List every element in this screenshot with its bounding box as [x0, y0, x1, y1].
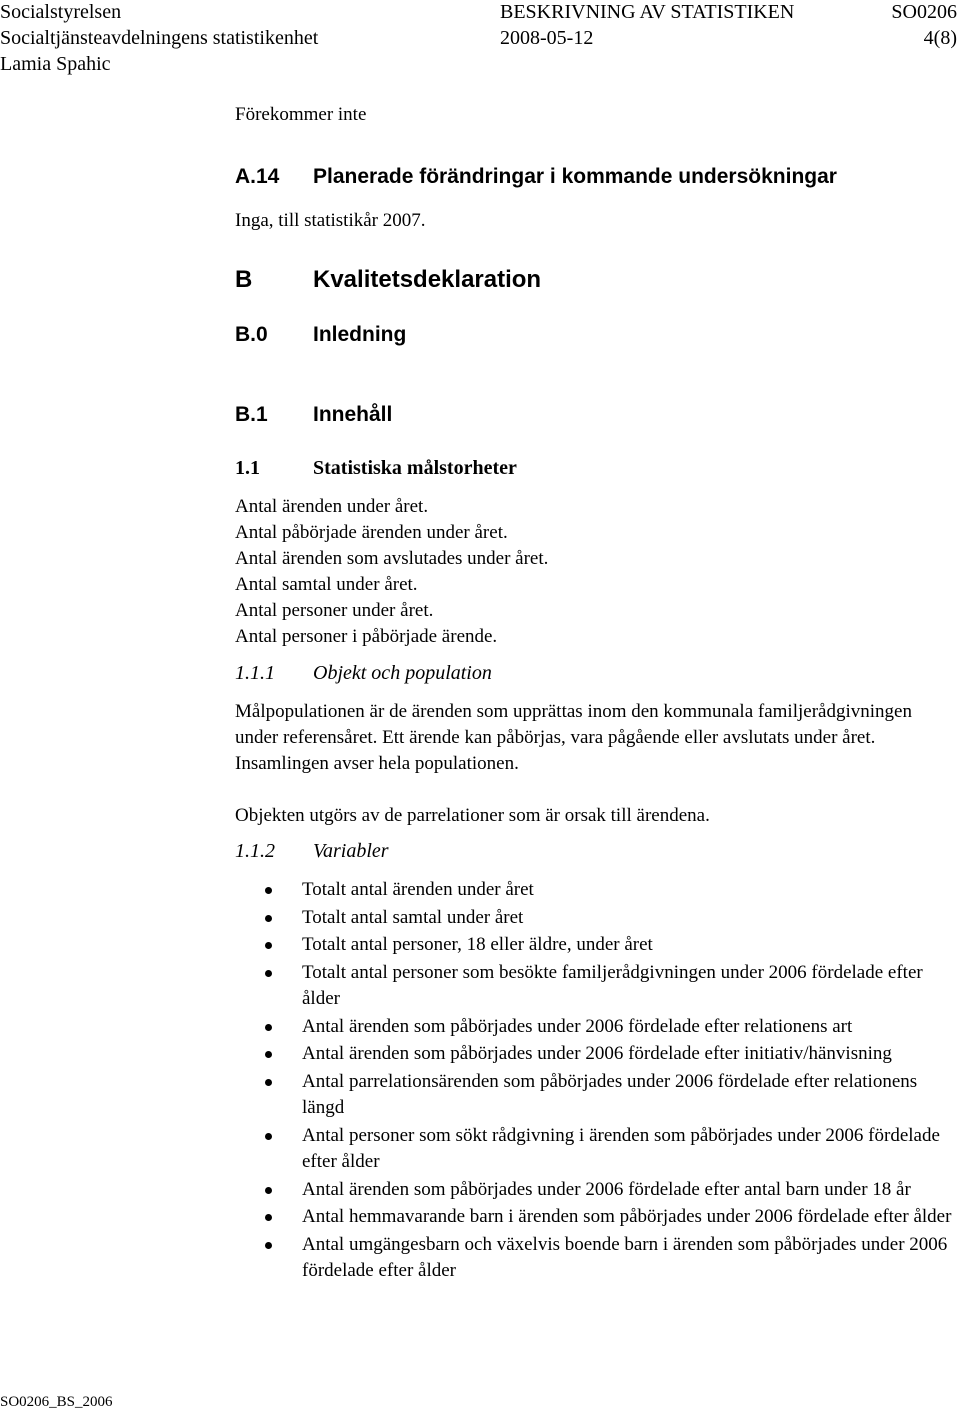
header-doc-type: BESKRIVNING AV STATISTIKEN [500, 1, 795, 23]
heading-1-1-title: Statistiska målstorheter [313, 457, 517, 479]
list-item: Antal ärenden som påbörjades under 2006 fördelade efter antal barn under 18 år [235, 1177, 955, 1204]
heading-b0-title: Inledning [313, 323, 407, 346]
list-item: Antal personer under året. [235, 600, 434, 621]
header-date: 2008-05-12 [500, 27, 594, 49]
list-item: Totalt antal personer, 18 eller äldre, under året [235, 932, 955, 959]
list-item: Totalt antal samtal under året [235, 905, 955, 932]
heading-b1-number: B.1 [235, 403, 268, 426]
list-item: Totalt antal ärenden under året [235, 877, 955, 904]
bullet-icon [265, 1214, 272, 1221]
list-item: Antal umgängesbarn och växelvis boende barn i ärenden som påbörjades under 2006 fördelade efter ålder [235, 1232, 955, 1285]
header-page: 4(8) [923, 27, 957, 49]
list-item: Antal ärenden som påbörjades under 2006 fördelade efter relationens art [235, 1014, 955, 1041]
header-org: Socialstyrelsen [0, 1, 122, 23]
footer-code: SO0206_BS_2006 [0, 1394, 113, 1410]
bullet-icon [265, 942, 272, 949]
list-item: Antal personer i påbörjade ärende. [235, 626, 498, 647]
bullet-icon [265, 1079, 272, 1086]
heading-1-1-1-title: Objekt och population [313, 662, 492, 684]
bullet-icon [265, 1242, 272, 1249]
paragraph-population: Målpopulationen är de ärenden som upprättas inom den kommunala familjerådgivningen under referensåret. Ett ärende kan påbörjas, vara pågående eller avslutats under året. Insamlingen avser hela populationen. [235, 701, 912, 774]
bullet-icon [265, 1024, 272, 1031]
bullet-icon [265, 887, 272, 894]
header-code: SO0206 [891, 1, 957, 23]
list-item: Antal ärenden som avslutades under året. [235, 548, 549, 569]
bullet-icon [265, 1051, 272, 1058]
heading-b-number: B [235, 266, 253, 293]
paragraph-objekt: Objekten utgörs av de parrelationer som är orsak till ärendena. [235, 805, 710, 826]
list-item: Antal hemmavarande barn i ärenden som påbörjades under 2006 fördelade efter ålder [235, 1204, 955, 1231]
list-item: Antal ärenden under året. [235, 496, 429, 517]
bullet-icon [265, 970, 272, 977]
heading-b0-number: B.0 [235, 323, 268, 346]
bullet-icon [265, 915, 272, 922]
bullet-icon [265, 1133, 272, 1140]
heading-1-1-1-number: 1.1.1 [235, 662, 275, 684]
list-item: Antal påbörjade ärenden under året. [235, 522, 508, 543]
heading-1-1-2-title: Variabler [313, 840, 389, 862]
heading-b-title: Kvalitetsdeklaration [313, 266, 542, 293]
text-forekommer-inte: Förekommer inte [235, 104, 367, 125]
list-item: Antal ärenden som påbörjades under 2006 fördelade efter initiativ/hänvisning [235, 1041, 955, 1068]
heading-a14-number: A.14 [235, 165, 280, 188]
text-a14: Inga, till statistikår 2007. [235, 210, 426, 231]
variabler-list [235, 877, 955, 1286]
heading-1-1-number: 1.1 [235, 457, 260, 479]
header-author: Lamia Spahic [0, 53, 111, 75]
heading-b1-title: Innehåll [313, 403, 393, 426]
heading-a14-title: Planerade förändringar i kommande undersökningar [313, 165, 837, 188]
list-item: Antal parrelationsärenden som påbörjades under 2006 fördelade efter relationens längd [235, 1069, 955, 1122]
list-item: Totalt antal personer som besökte familjerådgivningen under 2006 fördelade efter ålder [235, 960, 955, 1013]
list-item: Antal personer som sökt rådgivning i ärenden som påbörjades under 2006 fördelade efter ålder [235, 1123, 955, 1176]
header-unit: Socialtjänsteavdelningens statistikenhet [0, 27, 319, 49]
bullet-icon [265, 1187, 272, 1194]
list-item: Antal samtal under året. [235, 574, 418, 595]
heading-1-1-2-number: 1.1.2 [235, 840, 275, 862]
